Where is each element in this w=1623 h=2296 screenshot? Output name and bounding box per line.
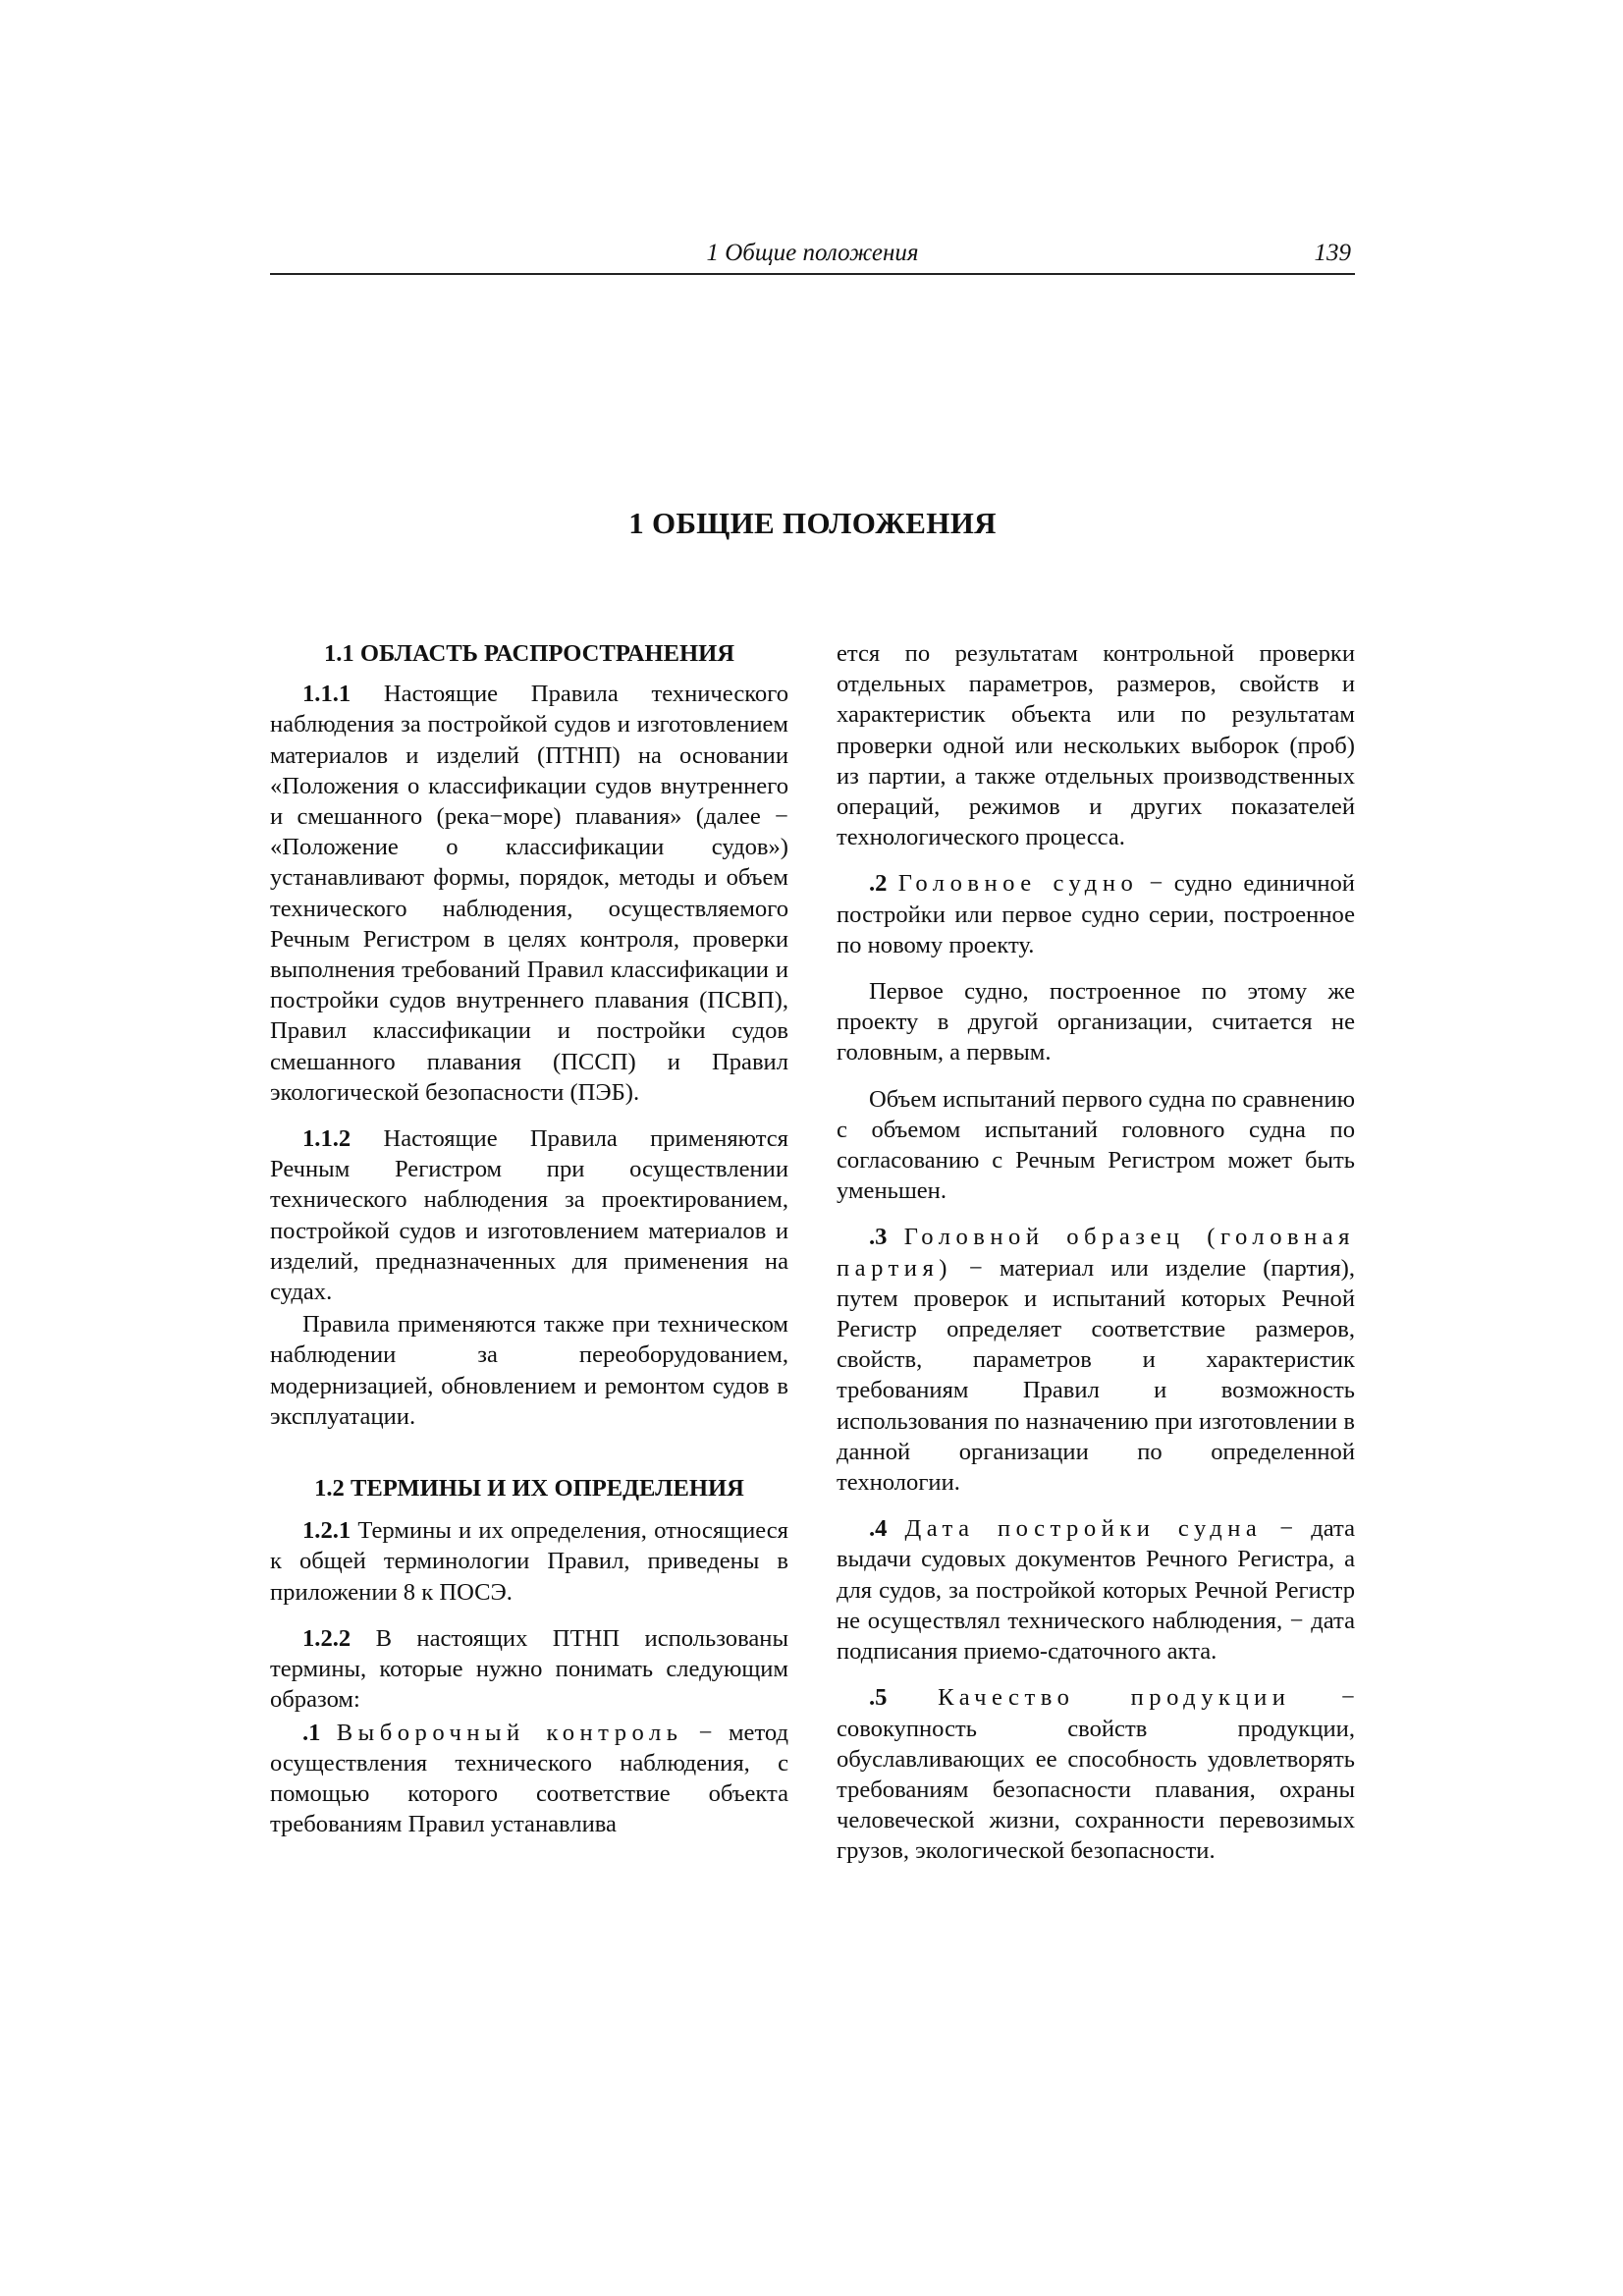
paragraph-number: 1.2.2 bbox=[302, 1624, 352, 1652]
section-heading-1-1: 1.1 ОБЛАСТЬ РАСПРОСТРАНЕНИЯ bbox=[323, 640, 735, 667]
term-name: Головной образец (головная партия) bbox=[837, 1224, 1355, 1282]
term-2-paragraph-3: Объем испытаний первого судна по сравнению с объемом испытаний головного судна по согласованию с Речным Регистром может быть уменьшен. bbox=[837, 1085, 1355, 1205]
term-definition: − дата выдачи судовых документов Речного Регистра, а для судов, за постройкой которых Речной Регистр не осуществлял технического наблюдения, − дата подписания приемо-сдаточного акта. bbox=[837, 1515, 1355, 1666]
paragraph-text: Термины и их определения, относящиеся к общей терминологии Правил, приведены в приложении 8 к ПОСЭ. bbox=[270, 1517, 788, 1606]
term-name: Качество продукции bbox=[938, 1684, 1291, 1712]
paragraph-1-1-2 bbox=[270, 1123, 788, 1307]
paragraph-text: Настоящие Правила применяются Речным Регистром при осуществлении технического наблюдения за проектированием, постройкой судов и изготовлением материалов и изделий, предназначенных для применения на судах. bbox=[270, 1125, 788, 1306]
chapter-title: 1 ОБЩИЕ ПОЛОЖЕНИЯ bbox=[628, 506, 997, 540]
term-number: .1 bbox=[302, 1719, 321, 1746]
term-name: Головное судно bbox=[897, 870, 1139, 898]
paragraph-number: 1.1.2 bbox=[302, 1125, 352, 1153]
paragraph-1-1-1 bbox=[270, 679, 788, 1108]
section-heading-1-2: 1.2 ТЕРМИНЫ И ИХ ОПРЕДЕЛЕНИЯ bbox=[314, 1475, 744, 1503]
paragraph-number: 1.2.1 bbox=[302, 1517, 352, 1545]
term-definition: − метод осуществления технического наблюдения, с помощью которого соответствие объекта требованиям Правил устанавлива bbox=[270, 1719, 788, 1838]
term-name: Выборочный контроль bbox=[336, 1719, 683, 1746]
term-1-continued: ется по результатам контрольной проверки отдельных параметров, размеров, свойств и характеристик объекта или по результатам проверки одной или нескольких выборок (проб) из партии, а также отдельных производственных операций, режимов и других показателей технологического процесса. bbox=[837, 640, 1355, 851]
term-2-lead-ship bbox=[837, 868, 1355, 960]
paragraph-1-2-1 bbox=[270, 1515, 788, 1608]
paragraph-text: Настоящие Правила технического наблюдения за постройкой судов и изготовлением материалов и изделий (ПТНП) на основании «Положения о классификации судов внутреннего и смешанного (река−море) плавания» (далее − «Положение о классификации судов») устанавливают формы, порядок, методы и объем технического наблюдения, осуществляемого Речным Регистром в целях контроля, проверки выполнения требований Правил классификации и постройки судов внутреннего плавания (ПСВП), Правил классификации и постройки судов смешанного плавания (ПССП) и Правил экологической безопасности (ПЭБ). bbox=[270, 681, 788, 1106]
term-definition: − судно единичной постройки или первое судно серии, построенное по новому проекту. bbox=[837, 870, 1355, 958]
term-5-product-quality bbox=[837, 1682, 1355, 1866]
paragraph-1-1-2-continued: Правила применяются также при техническом наблюдении за переоборудованием, модернизацией, обновлением и ремонтом судов в эксплуатации. bbox=[270, 1311, 788, 1430]
running-header-title: 1 Общие положения bbox=[706, 240, 919, 266]
right-column bbox=[837, 638, 1355, 1867]
term-definition: − совокупность свойств продукции, обуславливающих ее способность удовлетворять требованиям безопасности плавания, охраны человеческой жизни, сохранности перевозимых грузов, экологической безопасности. bbox=[837, 1684, 1355, 1865]
paragraph-1-2-2 bbox=[270, 1623, 788, 1716]
paragraph-number: 1.1.1 bbox=[302, 681, 352, 708]
term-number: .4 bbox=[869, 1515, 888, 1543]
paragraph-text: В настоящих ПТНП использованы термины, которые нужно понимать следующим образом: bbox=[270, 1624, 788, 1714]
running-header bbox=[270, 236, 1355, 275]
term-3-lead-sample bbox=[837, 1222, 1355, 1498]
term-4-build-date bbox=[837, 1513, 1355, 1667]
left-column bbox=[270, 638, 788, 1839]
page-number: 139 bbox=[1314, 240, 1351, 266]
term-definition: − материал или изделие (партия), путем проверок и испытаний которых Речной Регистр определяет соответствие размеров, свойств, параметров и характеристик требованиям Правил и возможность использования по назначению при изготовлении в данной организации по определенной технологии. bbox=[837, 1254, 1355, 1497]
term-1-selective-control bbox=[270, 1718, 788, 1840]
term-2-paragraph-2: Первое судно, построенное по этому же проекту в другой организации, считается не головным, а первым. bbox=[837, 978, 1355, 1066]
term-number: .5 bbox=[869, 1684, 888, 1712]
term-number: .2 bbox=[869, 870, 888, 898]
term-number: .3 bbox=[869, 1224, 888, 1251]
term-name: Дата постройки судна bbox=[904, 1515, 1263, 1543]
